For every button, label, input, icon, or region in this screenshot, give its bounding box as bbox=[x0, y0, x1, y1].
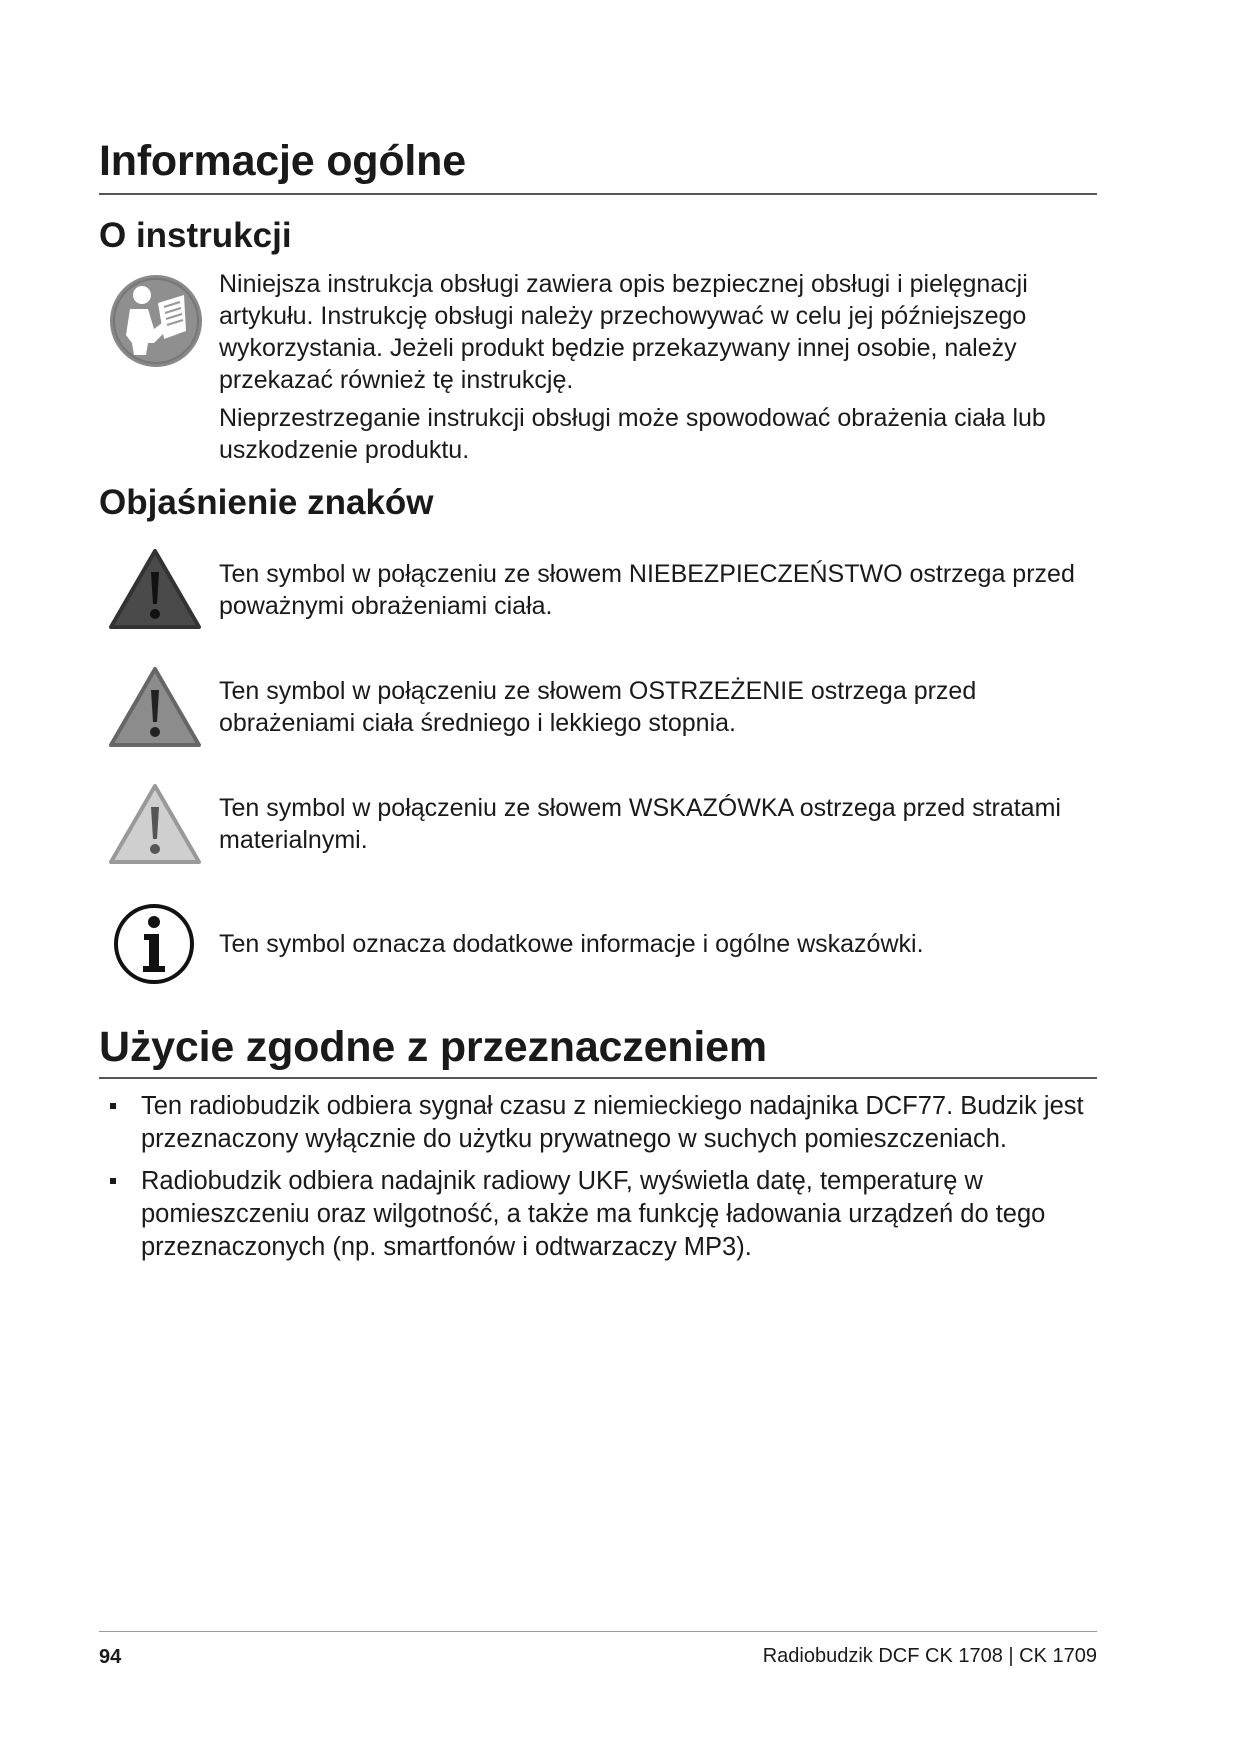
danger-triangle-icon bbox=[108, 548, 202, 635]
usage-divider bbox=[99, 1077, 1097, 1079]
page-number: 94 bbox=[99, 1646, 122, 1668]
notice-triangle-icon bbox=[108, 783, 202, 870]
info-icon bbox=[108, 900, 196, 993]
bullet-marker bbox=[110, 1178, 116, 1184]
section-heading-about: O instrukcji bbox=[99, 216, 292, 255]
footer-divider bbox=[99, 1631, 1097, 1632]
warning-triangle-icon bbox=[108, 666, 202, 753]
usage-bullet-1: Ten radiobudzik odbiera sygnał czasu z niemieckiego nadajnika DCF77. Budzik jest przeznaczony wyłącznie do użytku prywatnego w suchych pomieszczeniach. bbox=[141, 1092, 1084, 1153]
about-paragraph-1: Niniejsza instrukcja obsługi zawiera opis bezpiecznej obsługi i pielęgnacji artykułu. Instrukcję obsługi należy przechowywać w celu jej późniejszego wykorzystania. Jeżeli produkt będzie przekazywany innej osobie, należy przekazać również tę instrukcję. bbox=[219, 270, 1028, 394]
title-divider bbox=[99, 193, 1097, 195]
section-heading-usage: Użycie zgodne z przeznaczeniem bbox=[99, 1023, 767, 1071]
read-manual-icon bbox=[108, 273, 204, 374]
about-paragraph-2: Nieprzestrzeganie instrukcji obsługi może spowodować obrażenia ciała lub uszkodzenie produktu. bbox=[219, 404, 1046, 464]
symbol-notice-text: Ten symbol w połączeniu ze słowem WSKAZÓWKA ostrzega przed stratami materialnymi. bbox=[219, 794, 1061, 854]
symbol-info-text: Ten symbol oznacza dodatkowe informacje i ogólne wskazówki. bbox=[219, 930, 924, 958]
symbol-danger-text: Ten symbol w połączeniu ze słowem NIEBEZPIECZEŃSTWO ostrzega przed poważnymi obrażeniami ciała. bbox=[219, 560, 1075, 620]
footer-product-title: Radiobudzik DCF CK 1708 | CK 1709 bbox=[762, 1645, 1097, 1667]
page-title: Informacje ogólne bbox=[99, 137, 466, 185]
section-heading-symbols: Objaśnienie znaków bbox=[99, 483, 434, 522]
symbol-warning-text: Ten symbol w połączeniu ze słowem OSTRZEŻENIE ostrzega przed obrażeniami ciała średniego i lekkiego stopnia. bbox=[219, 677, 977, 737]
bullet-marker bbox=[110, 1103, 116, 1109]
usage-bullet-2: Radiobudzik odbiera nadajnik radiowy UKF, wyświetla datę, temperaturę w pomieszczeniu oraz wilgotność, a także ma funkcję ładowania urządzeń do tego przeznaczonych (np. smartfonów i odtwarzaczy MP3). bbox=[141, 1167, 1046, 1261]
